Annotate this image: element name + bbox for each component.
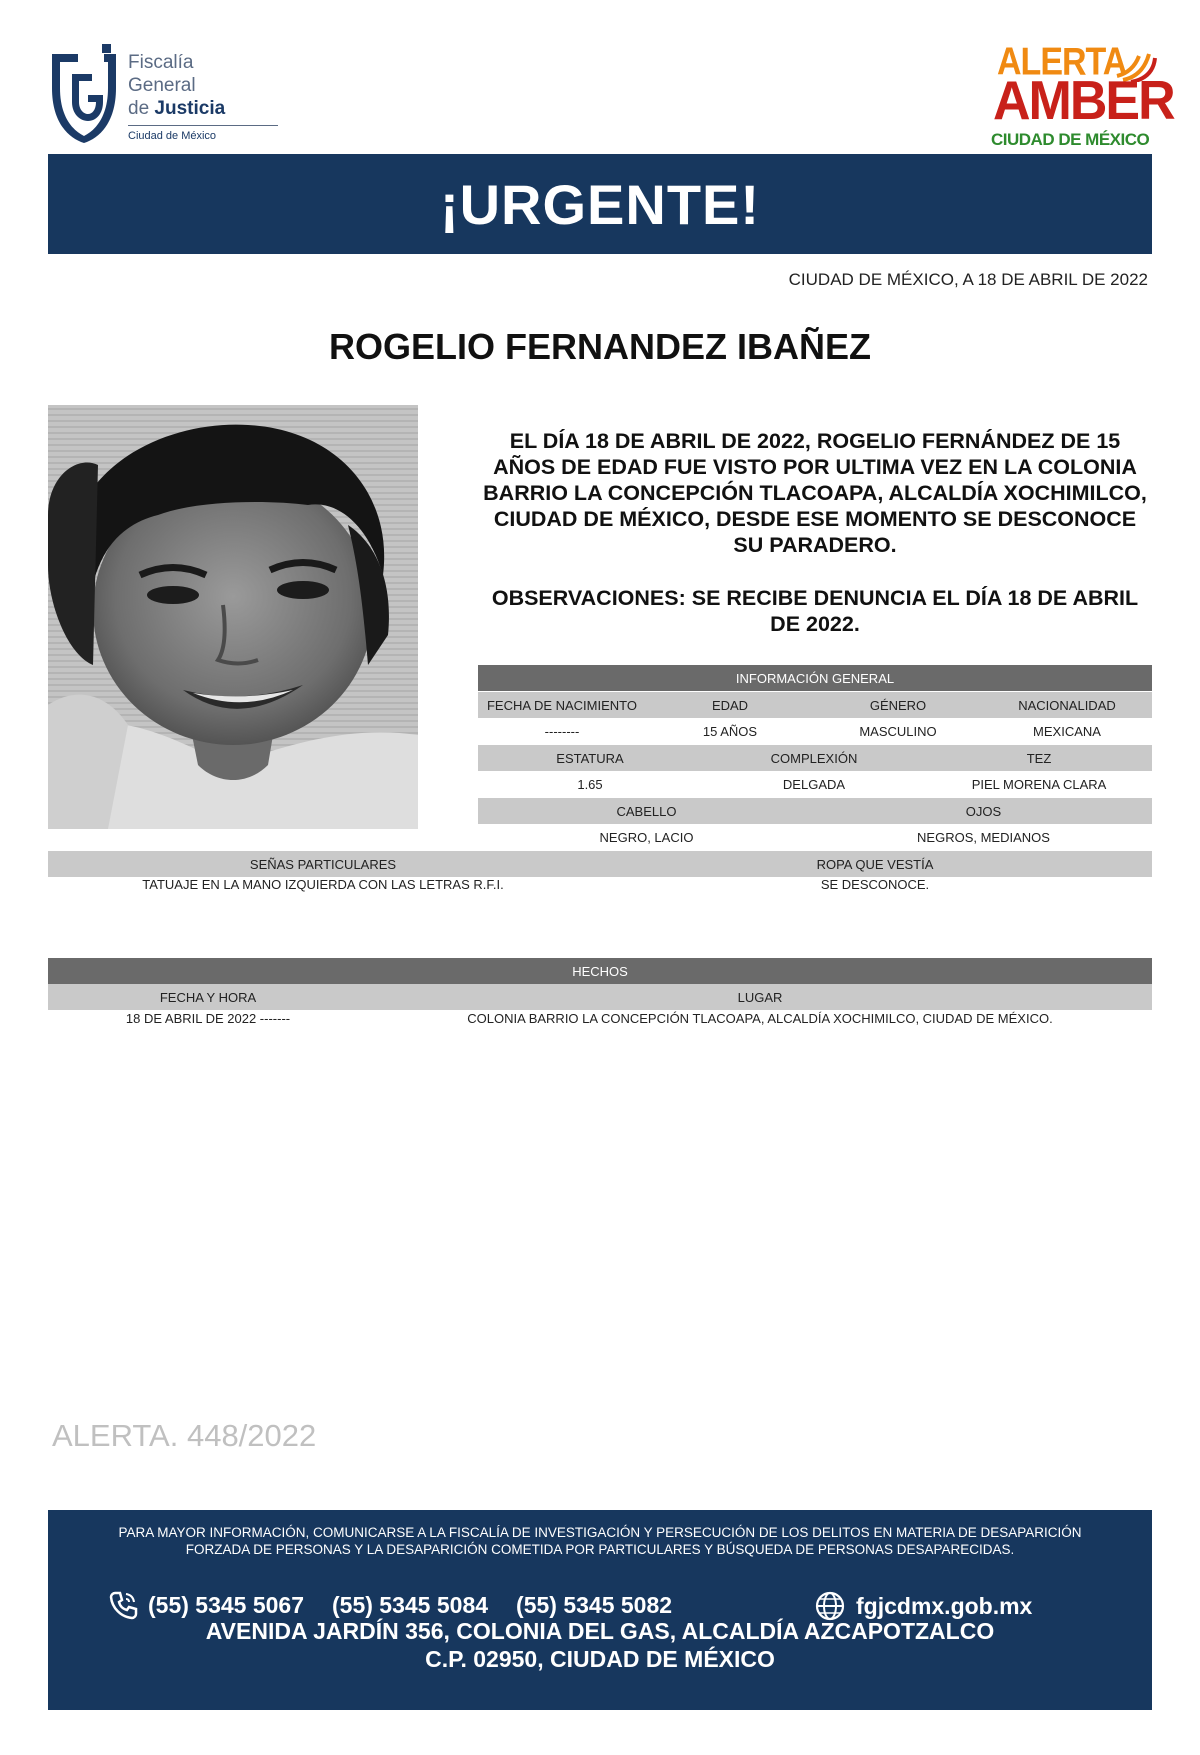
height-value: 1.65 [577, 776, 603, 792]
amber-line1: ALERTA [997, 40, 1127, 84]
phone-number-3[interactable]: (55) 5345 5082 [516, 1591, 673, 1618]
marks-clothes-values [48, 872, 1152, 896]
amber-line3: CIUDAD DE MÉXICO [991, 130, 1150, 149]
age-value: 15 AÑOS [702, 723, 758, 739]
footer-info-line2: FORZADA DE PERSONAS Y LA DESAPARICIÓN COMETIDA POR PARTICULARES Y BÚSQUEDA DE PERSONAS DESAPARECIDAS. [185, 1542, 1015, 1557]
website-link[interactable]: fgjcdmx.gob.mx [856, 1592, 1033, 1619]
eyes-value: NEGROS, MEDIANOS [917, 829, 1050, 845]
facts-place-value: COLONIA BARRIO LA CONCEPCIÓN TLACOAPA, ALCALDÍA XOCHIMILCO, CIUDAD DE MÉXICO. [467, 1010, 1053, 1026]
birth-label: FECHA DE NACIMIENTO [486, 697, 637, 713]
nationality-label: NACIONALIDAD [1018, 697, 1116, 713]
info-labels-row2 [478, 745, 1152, 771]
alerta-amber-logo [985, 40, 1174, 150]
phone-number-2[interactable]: (55) 5345 5084 [332, 1591, 489, 1618]
eyes-label: OJOS [965, 803, 1002, 819]
complexion-label: TEZ [1026, 750, 1052, 766]
complexion-value: PIEL MORENA CLARA [971, 776, 1107, 792]
amber-line2: AMBER [993, 70, 1174, 132]
marks-value: TATUAJE EN LA MANO IZQUIERDA CON LAS LETRAS R.F.I. [142, 876, 504, 892]
fgj-name-line2: General [128, 75, 196, 96]
facts-values [48, 1006, 1152, 1030]
gender-value: MASCULINO [859, 723, 937, 739]
footer-info [48, 1524, 1152, 1558]
facts-header: HECHOS [48, 958, 1152, 984]
fgj-logo [48, 44, 238, 148]
age-label: EDAD [711, 697, 749, 713]
person-photo [48, 405, 418, 829]
hair-value: NEGRO, LACIO [599, 829, 694, 845]
info-values-row3 [478, 824, 1152, 850]
contact-footer [48, 1510, 1152, 1710]
fgj-name-line3-prefix: de [128, 98, 150, 119]
build-label: COMPLEXIÓN [770, 750, 858, 766]
info-labels-row3 [478, 798, 1152, 824]
facts-place-label: LUGAR [737, 989, 783, 1005]
nationality-value: MEXICANA [1033, 723, 1101, 739]
info-labels-row1 [478, 692, 1152, 718]
fgj-emblem-icon [48, 44, 120, 144]
date-line: CIUDAD DE MÉXICO, A 18 DE ABRIL DE 2022 [788, 270, 1148, 289]
marks-label: SEÑAS PARTICULARES [249, 856, 397, 872]
fgj-name-line1: Fiscalía [128, 52, 194, 73]
observations: OBSERVACIONES: SE RECIBE DENUNCIA EL DÍA 18 DE ABRIL DE 2022. [491, 586, 1139, 636]
fgj-name-line3-bold: Justicia [154, 98, 226, 119]
facts-datetime-value: 18 DE ABRIL DE 2022 ------- [125, 1010, 291, 1026]
footer-phones [108, 1590, 700, 1620]
clothes-label: ROPA QUE VESTÍA [816, 856, 934, 872]
fgj-name-line3 [128, 98, 225, 120]
urgent-banner: ¡URGENTE! [48, 154, 1152, 254]
hair-label: CABELLO [616, 803, 677, 819]
alert-number: ALERTA. 448/2022 [52, 1418, 317, 1453]
info-values-row2 [478, 771, 1152, 797]
fgj-divider [128, 125, 278, 126]
description: EL DÍA 18 DE ABRIL DE 2022, ROGELIO FERNÁNDEZ DE 15 AÑOS DE EDAD FUE VISTO POR ULTIMA VEZ EN LA COLONIA BARRIO LA CONCEPCIÓN TLACOAPA, ALCALDÍA XOCHIMILCO, CIUDAD DE MÉXICO, DESDE ESE MOMENTO SE DESCONOCE SU PARADERO. [483, 429, 1147, 557]
info-values-row1 [478, 718, 1152, 744]
gender-label: GÉNERO [869, 697, 927, 713]
fgj-city: Ciudad de México [128, 130, 217, 142]
clothes-value: SE DESCONOCE. [820, 876, 930, 892]
build-value: DELGADA [782, 776, 846, 792]
phone-number-1[interactable]: (55) 5345 5067 [148, 1591, 305, 1618]
footer-address-line2: C.P. 02950, CIUDAD DE MÉXICO [425, 1646, 775, 1672]
birth-value: -------- [544, 723, 580, 739]
info-general-header: INFORMACIÓN GENERAL [478, 665, 1152, 691]
footer-address-line1: AVENIDA JARDÍN 356, COLONIA DEL GAS, ALCALDÍA AZCAPOTZALCO [205, 1618, 995, 1644]
phone-icon [108, 1590, 138, 1620]
person-name: ROGELIO FERNANDEZ IBAÑEZ [328, 326, 871, 367]
facts-datetime-label: FECHA Y HORA [159, 989, 257, 1005]
height-label: ESTATURA [556, 750, 624, 766]
footer-info-line1: PARA MAYOR INFORMACIÓN, COMUNICARSE A LA FISCALÍA DE INVESTIGACIÓN Y PERSECUCIÓN DE LOS DELITOS EN MATERIA DE DESAPARICIÓN [118, 1525, 1082, 1540]
